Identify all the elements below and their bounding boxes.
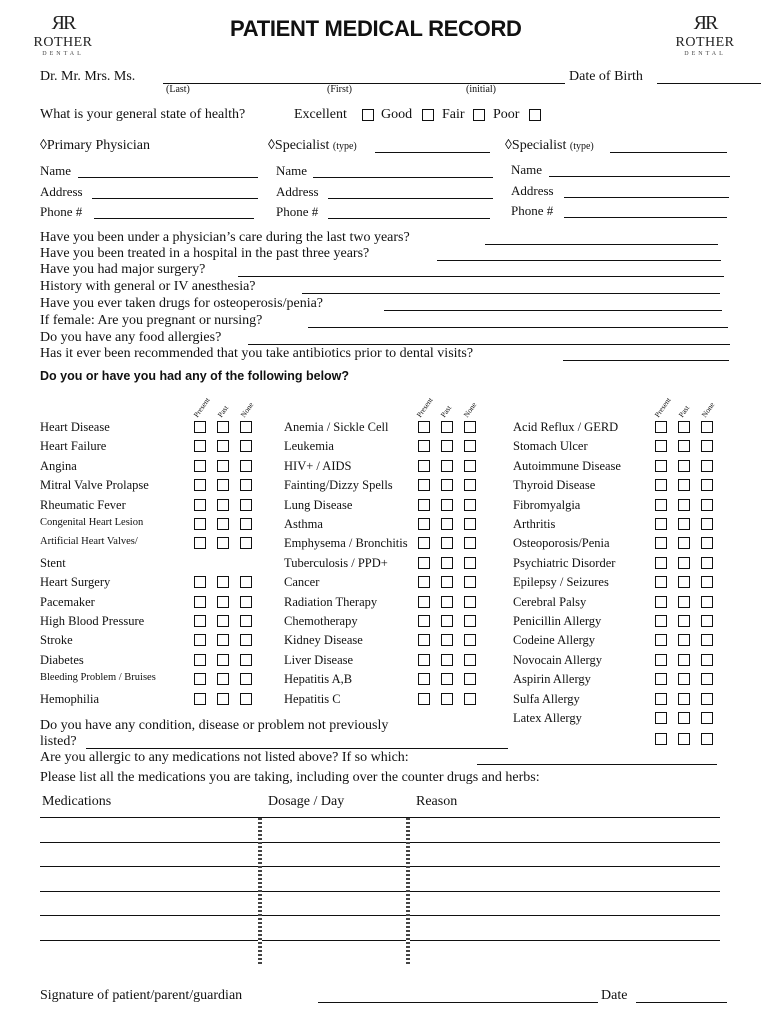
condition-present-checkbox[interactable]	[655, 421, 667, 433]
medications-prompt: Please list all the medications you are taking, including over the counter drugs and herbs:	[40, 770, 540, 785]
condition-none-checkbox[interactable]	[701, 634, 713, 646]
condition-present-checkbox[interactable]	[194, 518, 206, 530]
medication-row[interactable]	[40, 817, 720, 818]
condition-present-checkbox[interactable]	[655, 518, 667, 530]
condition-past-checkbox[interactable]	[678, 576, 690, 588]
condition-past-checkbox[interactable]	[678, 421, 690, 433]
condition-none-checkbox[interactable]	[240, 499, 252, 511]
specialist-1-type: (type)	[332, 141, 357, 152]
allergic-field[interactable]	[477, 764, 717, 765]
condition-present-checkbox[interactable]	[418, 537, 430, 549]
health-good-checkbox[interactable]	[422, 109, 434, 121]
answer-1-field[interactable]	[437, 260, 721, 261]
medication-row[interactable]	[40, 915, 720, 916]
condition-none-checkbox[interactable]	[464, 479, 476, 491]
col2-present-header: Present	[414, 395, 435, 419]
condition-present-checkbox[interactable]	[418, 673, 430, 685]
condition-label: Radiation Therapy	[284, 594, 378, 609]
condition-present-checkbox[interactable]	[418, 693, 430, 705]
condition-past-checkbox[interactable]	[678, 479, 690, 491]
logo-name: ROTHER	[33, 35, 93, 50]
extra-none-checkbox[interactable]	[701, 733, 713, 745]
condition-none-checkbox[interactable]	[464, 537, 476, 549]
med-header-medications: Medications	[42, 794, 112, 809]
condition-past-checkbox[interactable]	[441, 460, 453, 472]
condition-none-checkbox[interactable]	[464, 615, 476, 627]
specialist-2-name-field[interactable]	[549, 176, 730, 177]
specialist-2-phone-label: Phone #	[511, 203, 554, 218]
condition-present-checkbox[interactable]	[194, 615, 206, 627]
condition-present-checkbox[interactable]	[418, 634, 430, 646]
condition-none-checkbox[interactable]	[464, 518, 476, 530]
condition-present-checkbox[interactable]	[194, 654, 206, 666]
condition-past-checkbox[interactable]	[217, 596, 229, 608]
condition-present-checkbox[interactable]	[418, 479, 430, 491]
condition-none-checkbox[interactable]	[240, 654, 252, 666]
col1-none-header: None	[238, 400, 256, 419]
condition-present-checkbox[interactable]	[418, 460, 430, 472]
specialist-2-phone-field[interactable]	[564, 217, 727, 218]
condition-label: High Blood Pressure	[40, 614, 145, 628]
med-divider-1	[258, 818, 262, 966]
answer-7-field[interactable]	[563, 360, 729, 361]
condition-none-checkbox[interactable]	[701, 615, 713, 627]
condition-label: Thyroid Disease	[513, 478, 596, 493]
condition-past-checkbox[interactable]	[678, 615, 690, 627]
question-6: Do you have any food allergies?	[40, 330, 222, 345]
name-field[interactable]	[163, 83, 565, 84]
logo-sub: DENTAL	[684, 51, 726, 57]
condition-label: Penicillin Allergy	[513, 614, 602, 628]
last-label: (Last)	[166, 84, 190, 95]
specialist-2-type-field[interactable]	[610, 152, 727, 153]
condition-past-checkbox[interactable]	[217, 576, 229, 588]
condition-past-checkbox[interactable]	[678, 537, 690, 549]
condition-present-checkbox[interactable]	[194, 634, 206, 646]
specialist-1-address-field[interactable]	[328, 198, 493, 199]
name-prefix: Dr. Mr. Mrs. Ms.	[40, 69, 136, 84]
condition-present-checkbox[interactable]	[655, 634, 667, 646]
dob-field[interactable]	[657, 83, 761, 84]
condition-none-checkbox[interactable]	[701, 654, 713, 666]
condition-past-checkbox[interactable]	[678, 634, 690, 646]
condition-none-checkbox[interactable]	[701, 712, 713, 724]
specialist-2-address-field[interactable]	[564, 197, 729, 198]
condition-past-checkbox[interactable]	[217, 634, 229, 646]
condition-present-checkbox[interactable]	[655, 693, 667, 705]
specialist-1-name-field[interactable]	[313, 177, 493, 178]
condition-none-checkbox[interactable]	[701, 673, 713, 685]
condition-label: Aspirin Allergy	[513, 672, 591, 687]
health-good-label: Good	[381, 107, 413, 122]
extra-present-checkbox[interactable]	[655, 733, 667, 745]
other-condition-line2: listed?	[40, 734, 77, 749]
condition-label: Autoimmune Disease	[513, 458, 621, 473]
logo-left	[18, 12, 108, 57]
col3-past-header: Past	[676, 403, 692, 419]
condition-present-checkbox[interactable]	[418, 615, 430, 627]
condition-present-checkbox[interactable]	[194, 576, 206, 588]
condition-none-checkbox[interactable]	[464, 499, 476, 511]
medication-row[interactable]	[40, 866, 720, 867]
condition-label: Mitral Valve Prolapse	[40, 478, 149, 493]
specialist-1-address-label: Address	[276, 184, 319, 199]
condition-label: Leukemia	[284, 439, 334, 454]
condition-none-checkbox[interactable]	[464, 693, 476, 705]
condition-none-checkbox[interactable]	[464, 460, 476, 472]
condition-past-checkbox[interactable]	[441, 596, 453, 608]
condition-none-checkbox[interactable]	[701, 557, 713, 569]
col3-none-header: None	[699, 400, 717, 419]
primary-address-field[interactable]	[92, 198, 258, 199]
condition-none-checkbox[interactable]	[240, 518, 252, 530]
condition-none-checkbox[interactable]	[701, 693, 713, 705]
condition-none-checkbox[interactable]	[240, 615, 252, 627]
signature-date-label: Date	[601, 988, 628, 1003]
answer-6-field[interactable]	[248, 344, 730, 345]
specialist-1-phone-field[interactable]	[328, 218, 490, 219]
condition-past-checkbox[interactable]	[217, 440, 229, 452]
condition-none-checkbox[interactable]	[240, 596, 252, 608]
condition-label: HIV+ / AIDS	[284, 458, 352, 473]
question-4: Have you ever taken drugs for osteoperosis/penia?	[40, 296, 324, 311]
col2-none-header: None	[461, 400, 479, 419]
condition-present-checkbox[interactable]	[655, 654, 667, 666]
condition-present-checkbox[interactable]	[418, 654, 430, 666]
condition-none-checkbox[interactable]	[464, 576, 476, 588]
condition-past-checkbox[interactable]	[678, 712, 690, 724]
condition-past-checkbox[interactable]	[217, 499, 229, 511]
health-poor-label: Poor	[493, 107, 520, 122]
condition-past-checkbox[interactable]	[441, 654, 453, 666]
condition-past-checkbox[interactable]	[678, 499, 690, 511]
condition-label: Osteoporosis/Penia	[513, 536, 610, 551]
condition-present-checkbox[interactable]	[418, 421, 430, 433]
specialist-1-text: ◊Specialist	[268, 138, 330, 153]
condition-present-checkbox[interactable]	[418, 518, 430, 530]
question-2: Have you had major surgery?	[40, 262, 206, 277]
medication-row[interactable]	[40, 842, 720, 843]
logo-mark: ЯR	[693, 12, 717, 34]
condition-label: Cancer	[284, 575, 320, 590]
specialist-2-label	[505, 138, 594, 154]
logo-sub: DENTAL	[42, 51, 84, 57]
condition-present-checkbox[interactable]	[655, 479, 667, 491]
condition-present-checkbox[interactable]	[194, 421, 206, 433]
condition-label: Arthritis	[513, 517, 556, 531]
condition-present-checkbox[interactable]	[418, 596, 430, 608]
condition-label: Pacemaker	[40, 594, 95, 609]
condition-past-checkbox[interactable]	[678, 518, 690, 530]
question-0: Have you been under a physician’s care during the last two years?	[40, 230, 410, 245]
condition-none-checkbox[interactable]	[701, 596, 713, 608]
condition-label: Anemia / Sickle Cell	[284, 420, 389, 434]
health-fair-checkbox[interactable]	[473, 109, 485, 121]
condition-present-checkbox[interactable]	[194, 440, 206, 452]
condition-none-checkbox[interactable]	[701, 537, 713, 549]
other-condition-field[interactable]	[86, 748, 508, 749]
med-header-dosage: Dosage / Day	[268, 794, 345, 809]
condition-past-checkbox[interactable]	[217, 537, 229, 549]
col1-present-header: Present	[191, 395, 212, 419]
condition-label: Heart Disease	[40, 420, 110, 434]
condition-label: Diabetes	[40, 652, 84, 667]
condition-label: Hepatitis A,B	[284, 672, 353, 687]
condition-past-checkbox[interactable]	[441, 518, 453, 530]
condition-past-checkbox[interactable]	[217, 518, 229, 530]
condition-none-checkbox[interactable]	[701, 576, 713, 588]
condition-label: Psychiatric Disorder	[513, 555, 616, 570]
condition-label: Liver Disease	[284, 652, 354, 667]
condition-none-checkbox[interactable]	[701, 518, 713, 530]
condition-past-checkbox[interactable]	[217, 693, 229, 705]
condition-present-checkbox[interactable]	[194, 460, 206, 472]
condition-none-checkbox[interactable]	[701, 499, 713, 511]
condition-past-checkbox[interactable]	[678, 460, 690, 472]
condition-past-checkbox[interactable]	[441, 693, 453, 705]
health-poor-checkbox[interactable]	[529, 109, 541, 121]
condition-past-checkbox[interactable]	[441, 537, 453, 549]
condition-past-checkbox[interactable]	[678, 693, 690, 705]
condition-present-checkbox[interactable]	[655, 557, 667, 569]
condition-past-checkbox[interactable]	[678, 440, 690, 452]
other-condition-line1: Do you have any condition, disease or problem not previously	[40, 718, 389, 733]
specialist-1-name-label: Name	[276, 163, 308, 178]
answer-5-field[interactable]	[308, 327, 728, 328]
condition-none-checkbox[interactable]	[464, 596, 476, 608]
signature-field[interactable]	[318, 1002, 598, 1003]
condition-past-checkbox[interactable]	[217, 460, 229, 472]
condition-past-checkbox[interactable]	[441, 499, 453, 511]
condition-label: Novocain Allergy	[513, 652, 602, 667]
condition-none-checkbox[interactable]	[464, 421, 476, 433]
primary-address-label: Address	[40, 184, 83, 199]
condition-label: Epilepsy / Seizures	[513, 575, 609, 590]
health-question: What is your general state of health?	[40, 107, 246, 122]
med-header-reason: Reason	[416, 794, 458, 809]
condition-label: Angina	[40, 458, 77, 473]
question-5: If female: Are you pregnant or nursing?	[40, 313, 263, 328]
condition-present-checkbox[interactable]	[655, 576, 667, 588]
condition-label: Tuberculosis / PPD+	[284, 555, 388, 570]
conditions-heading: Do you or have you had any of the following below?	[40, 369, 350, 383]
signature-label: Signature of patient/parent/guardian	[40, 988, 243, 1003]
condition-present-checkbox[interactable]	[418, 440, 430, 452]
answer-0-field[interactable]	[485, 244, 718, 245]
condition-label: Fibromyalgia	[513, 497, 581, 512]
condition-label: Heart Surgery	[40, 575, 111, 590]
condition-none-checkbox[interactable]	[464, 654, 476, 666]
condition-none-checkbox[interactable]	[464, 634, 476, 646]
condition-none-checkbox[interactable]	[701, 440, 713, 452]
primary-name-field[interactable]	[78, 177, 258, 178]
condition-label: Congenital Heart Lesion	[40, 517, 144, 528]
health-excellent-label: Excellent	[294, 107, 347, 122]
condition-none-checkbox[interactable]	[240, 460, 252, 472]
specialist-2-address-label: Address	[511, 183, 554, 198]
signature-date-field[interactable]	[636, 1002, 727, 1003]
condition-past-checkbox[interactable]	[217, 654, 229, 666]
initial-label: (initial)	[466, 84, 496, 95]
condition-label: Rheumatic Fever	[40, 497, 126, 512]
condition-past-checkbox[interactable]	[441, 440, 453, 452]
condition-past-checkbox[interactable]	[678, 557, 690, 569]
condition-label: Lung Disease	[284, 497, 353, 512]
health-excellent-checkbox[interactable]	[362, 109, 374, 121]
condition-past-checkbox[interactable]	[441, 479, 453, 491]
condition-present-checkbox[interactable]	[655, 712, 667, 724]
condition-present-checkbox[interactable]	[655, 460, 667, 472]
condition-none-checkbox[interactable]	[240, 673, 252, 685]
condition-none-checkbox[interactable]	[240, 537, 252, 549]
col1-past-header: Past	[215, 403, 231, 419]
specialist-1-label	[268, 138, 357, 154]
condition-present-checkbox[interactable]	[655, 440, 667, 452]
condition-present-checkbox[interactable]	[655, 499, 667, 511]
condition-label: Stent	[40, 555, 66, 570]
specialist-1-type-field[interactable]	[375, 152, 490, 153]
medication-row[interactable]	[40, 891, 720, 892]
specialist-2-text: ◊Specialist	[505, 138, 567, 153]
condition-none-checkbox[interactable]	[464, 673, 476, 685]
condition-label: Codeine Allergy	[513, 633, 596, 648]
primary-phone-field[interactable]	[94, 218, 254, 219]
page-title: PATIENT MEDICAL RECORD	[230, 16, 522, 41]
condition-past-checkbox[interactable]	[441, 634, 453, 646]
specialist-2-name-label: Name	[511, 162, 543, 177]
condition-none-checkbox[interactable]	[701, 479, 713, 491]
condition-none-checkbox[interactable]	[464, 557, 476, 569]
specialist-1-phone-label: Phone #	[276, 204, 319, 219]
condition-label: Asthma	[284, 517, 323, 531]
condition-label: Bleeding Problem / Bruises	[40, 672, 156, 684]
first-label: (First)	[327, 84, 352, 95]
condition-label: Heart Failure	[40, 439, 107, 454]
condition-past-checkbox[interactable]	[678, 596, 690, 608]
med-divider-2	[406, 818, 410, 966]
question-3: History with general or IV anesthesia?	[40, 279, 256, 294]
condition-none-checkbox[interactable]	[701, 460, 713, 472]
answer-4-field[interactable]	[384, 310, 722, 311]
allergic-question: Are you allergic to any medications not listed above? If so which:	[40, 750, 409, 765]
primary-physician-label: ◊Primary Physician	[40, 138, 150, 153]
condition-label: Acid Reflux / GERD	[513, 420, 619, 434]
condition-none-checkbox[interactable]	[240, 421, 252, 433]
question-1: Have you been treated in a hospital in the past three years?	[40, 246, 370, 261]
col2-past-header: Past	[438, 403, 454, 419]
condition-present-checkbox[interactable]	[655, 537, 667, 549]
condition-label: Latex Allergy	[513, 711, 582, 725]
extra-past-checkbox[interactable]	[678, 733, 690, 745]
answer-2-field[interactable]	[238, 276, 724, 277]
condition-label: Hemophilia	[40, 691, 100, 706]
condition-past-checkbox[interactable]	[441, 673, 453, 685]
condition-label: Stroke	[40, 633, 73, 648]
condition-past-checkbox[interactable]	[217, 421, 229, 433]
condition-present-checkbox[interactable]	[418, 557, 430, 569]
condition-label: Stomach Ulcer	[513, 439, 588, 454]
question-7: Has it ever been recommended that you take antibiotics prior to dental visits?	[40, 346, 474, 361]
condition-past-checkbox[interactable]	[217, 673, 229, 685]
health-fair-label: Fair	[442, 107, 465, 122]
condition-present-checkbox[interactable]	[655, 615, 667, 627]
condition-label: Kidney Disease	[284, 633, 363, 648]
specialist-2-type: (type)	[569, 141, 594, 152]
condition-present-checkbox[interactable]	[655, 673, 667, 685]
condition-present-checkbox[interactable]	[194, 693, 206, 705]
condition-none-checkbox[interactable]	[701, 421, 713, 433]
condition-none-checkbox[interactable]	[240, 576, 252, 588]
condition-none-checkbox[interactable]	[240, 634, 252, 646]
condition-label: Hepatitis C	[284, 691, 341, 706]
condition-present-checkbox[interactable]	[194, 479, 206, 491]
condition-label: Cerebral Palsy	[513, 594, 587, 609]
logo-mark: ЯR	[51, 12, 75, 34]
condition-past-checkbox[interactable]	[441, 557, 453, 569]
condition-past-checkbox[interactable]	[441, 421, 453, 433]
col3-present-header: Present	[652, 395, 673, 419]
condition-present-checkbox[interactable]	[655, 596, 667, 608]
condition-none-checkbox[interactable]	[240, 479, 252, 491]
condition-present-checkbox[interactable]	[194, 499, 206, 511]
condition-present-checkbox[interactable]	[194, 537, 206, 549]
condition-past-checkbox[interactable]	[441, 615, 453, 627]
condition-past-checkbox[interactable]	[678, 654, 690, 666]
condition-present-checkbox[interactable]	[194, 673, 206, 685]
condition-past-checkbox[interactable]	[441, 576, 453, 588]
condition-present-checkbox[interactable]	[194, 596, 206, 608]
logo-name: ROTHER	[675, 35, 735, 50]
condition-none-checkbox[interactable]	[240, 440, 252, 452]
condition-present-checkbox[interactable]	[418, 499, 430, 511]
condition-past-checkbox[interactable]	[217, 615, 229, 627]
primary-name-label: Name	[40, 163, 72, 178]
condition-none-checkbox[interactable]	[464, 440, 476, 452]
answer-3-field[interactable]	[302, 293, 720, 294]
condition-label: Emphysema / Bronchitis	[284, 536, 408, 551]
condition-past-checkbox[interactable]	[678, 673, 690, 685]
condition-none-checkbox[interactable]	[240, 693, 252, 705]
condition-present-checkbox[interactable]	[418, 576, 430, 588]
primary-phone-label: Phone #	[40, 204, 83, 219]
dob-label: Date of Birth	[569, 69, 643, 84]
condition-label: Chemotherapy	[284, 614, 358, 628]
logo-right	[660, 12, 750, 57]
condition-past-checkbox[interactable]	[217, 479, 229, 491]
medication-row[interactable]	[40, 940, 720, 941]
condition-label: Fainting/Dizzy Spells	[284, 478, 393, 493]
condition-label: Sulfa Allergy	[513, 691, 580, 706]
condition-label: Artificial Heart Valves/	[40, 536, 138, 548]
